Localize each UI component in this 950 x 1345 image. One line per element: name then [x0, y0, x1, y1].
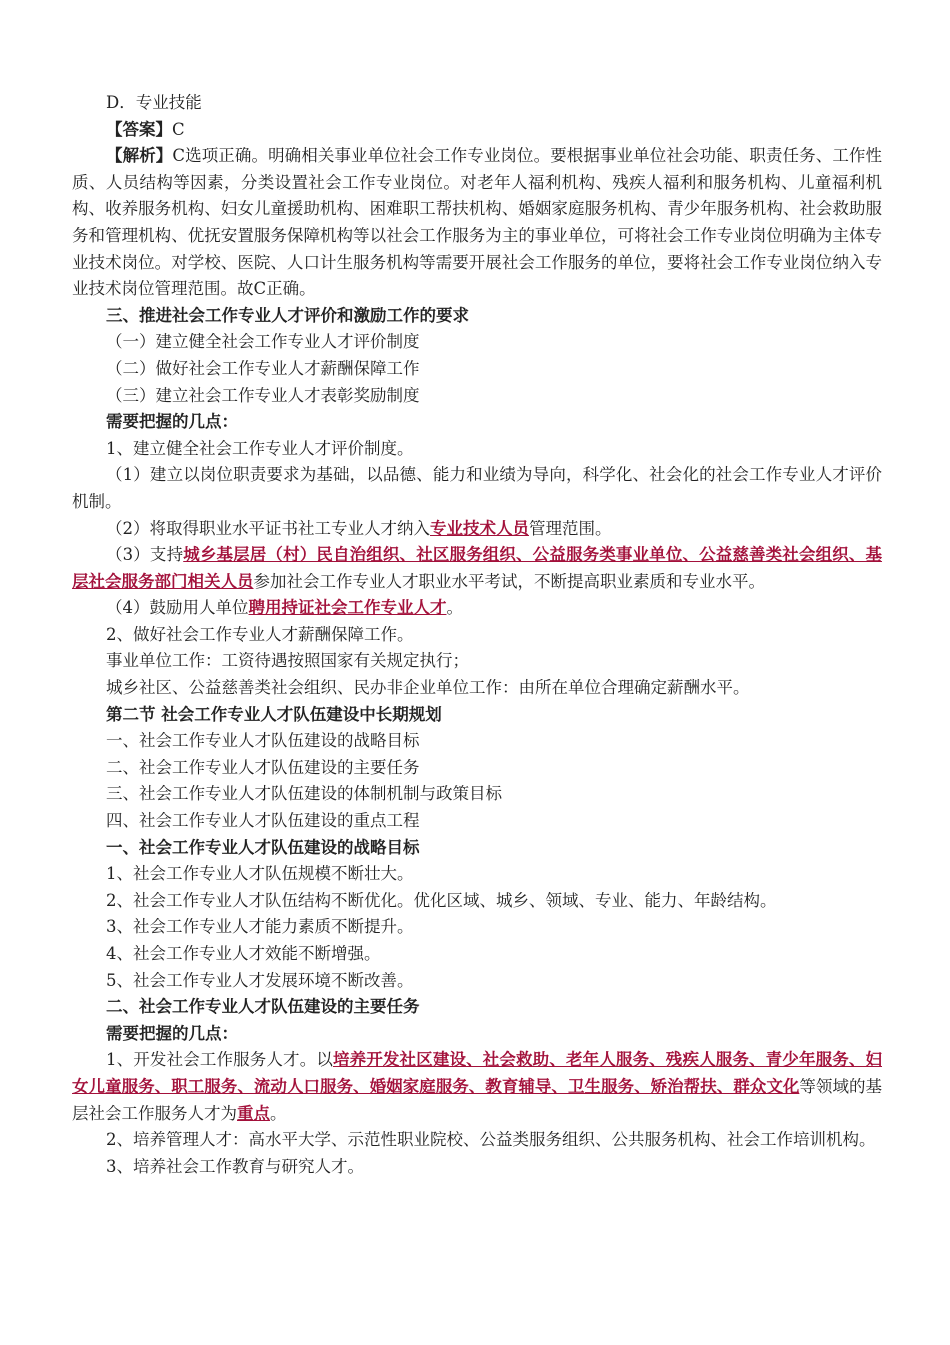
outline-item: 二、社会工作专业人才队伍建设的主要任务 — [106, 757, 420, 777]
outline-item: 一、社会工作专业人才队伍建设的战略目标 — [106, 731, 420, 751]
answer-value: C — [172, 119, 185, 139]
section3-item: （二）做好社会工作专业人才薪酬保障工作 — [106, 358, 420, 378]
sub3-text-a: （3）支持 — [106, 545, 184, 565]
point1: 1、建立健全社会工作专业人才评价制度。 — [106, 438, 414, 458]
tasks-key-points: 需要把握的几点： — [106, 1023, 238, 1043]
goal-item: 3、社会工作专业人才能力素质不断提升。 — [106, 917, 414, 937]
section-two-heading: 第二节 社会工作专业人才队伍建设中长期规划 — [106, 704, 442, 724]
goal-item: 4、社会工作专业人才效能不断增强。 — [106, 944, 381, 963]
document-body — [72, 90, 882, 1180]
task-1 — [72, 1047, 882, 1127]
sub2-text-a: （2）将取得职业水平证书社工专业人才纳入 — [106, 518, 430, 538]
sub-point-1: （1）建立以岗位职责要求为基础，以品德、能力和业绩为导向，科学化、社会化的社会工作专业人才评价机制。 — [72, 465, 882, 511]
task-3: 3、培养社会工作教育与研究人才。 — [106, 1156, 364, 1176]
task1-text-b: 等领域的基层社会工作服务人才为 — [72, 1076, 882, 1123]
sub4-text-b: 。 — [446, 598, 463, 618]
goal-item: 2、社会工作专业人才队伍结构不断优化。优化区域、城乡、领域、专业、能力、年龄结构。 — [106, 890, 777, 910]
sub3-highlight: 城乡基层居（村）民自治组织、社区服务组织、公益服务类事业单位、公益慈善类社会组织、基层社会服务部门相关人员 — [72, 545, 883, 591]
goals-heading: 一、社会工作专业人才队伍建设的战略目标 — [106, 837, 420, 857]
point2: 2、做好社会工作专业人才薪酬保障工作。 — [106, 624, 414, 644]
section3-item: （一）建立健全社会工作专业人才评价制度 — [106, 332, 420, 352]
sub-point-4 — [72, 595, 882, 622]
answer-line — [72, 117, 882, 144]
analysis-label: 【解析】 — [106, 146, 173, 166]
key-points-heading: 需要把握的几点： — [106, 412, 238, 432]
sub2-text-b: 管理范围。 — [529, 518, 612, 538]
task-2: 2、培养管理人才：高水平大学、示范性职业院校、公益类服务组织、公共服务机构、社会工作培训机构。 — [106, 1130, 876, 1150]
sub4-text-a: （4）鼓励用人单位 — [106, 598, 249, 618]
outline-item: 三、社会工作专业人才队伍建设的体制机制与政策目标 — [106, 784, 502, 804]
sub-point-3 — [72, 542, 882, 595]
goal-item: 5、社会工作专业人才发展环境不断改善。 — [106, 970, 414, 990]
pay-line-2: 城乡社区、公益慈善类社会组织、民办非企业单位工作：由所在单位合理确定薪酬水平。 — [106, 678, 750, 698]
sub-point-2 — [72, 516, 882, 543]
analysis-paragraph — [72, 143, 882, 303]
sub3-text-b: 参加社会工作专业人才职业水平考试，不断提高职业素质和专业水平。 — [253, 571, 765, 591]
analysis-text: C选项正确。明确相关事业单位社会工作专业岗位。要根据事业单位社会功能、职责任务、工作性质、人员结构等因素，分类设置社会工作专业岗位。对老年人福利机构、残疾人福利和服务机构、儿童福利机构、收养服务机构、妇女儿童援助机构、困难职工帮扶机构、婚姻家庭服务机构、青少年服务机构、社会救助服务和管理机构、优抚安置服务保障机构等以社会工作服务为主的事业单位，可将社会工作专业岗位明确为主体专业技术岗位。对学校、医院、人口计生服务机构等需要开展社会工作服务的单位，要将社会工作专业岗位纳入专业技术岗位管理范围。故C正确。 — [72, 146, 883, 299]
goal-item: 1、社会工作专业人才队伍规模不断壮大。 — [106, 864, 414, 884]
section3-heading: 三、推进社会工作专业人才评价和激励工作的要求 — [106, 305, 469, 325]
task1-text-a: 1、开发社会工作服务人才。以 — [106, 1050, 333, 1070]
answer-label: 【答案】 — [106, 119, 172, 139]
section3-item: （三）建立社会工作专业人才表彰奖励制度 — [106, 385, 420, 405]
task1-highlight: 培养开发社区建设、社会救助、老年人服务、残疾人服务、青少年服务、妇女儿童服务、职工服务、流动人口服务、婚姻家庭服务、教育辅导、卫生服务、矫治帮扶、群众文化 — [72, 1050, 883, 1096]
tasks-heading: 二、社会工作专业人才队伍建设的主要任务 — [106, 997, 420, 1017]
outline-item: 四、社会工作专业人才队伍建设的重点工程 — [106, 811, 420, 831]
sub4-highlight: 聘用持证社会工作专业人才 — [248, 598, 447, 618]
pay-line-1: 事业单位工作：工资待遇按照国家有关规定执行； — [106, 651, 469, 671]
task1-highlight-key: 重点 — [237, 1103, 270, 1123]
option-d: D．专业技能 — [106, 93, 202, 112]
task1-text-c: 。 — [270, 1103, 287, 1123]
sub2-highlight: 专业技术人员 — [430, 518, 529, 538]
